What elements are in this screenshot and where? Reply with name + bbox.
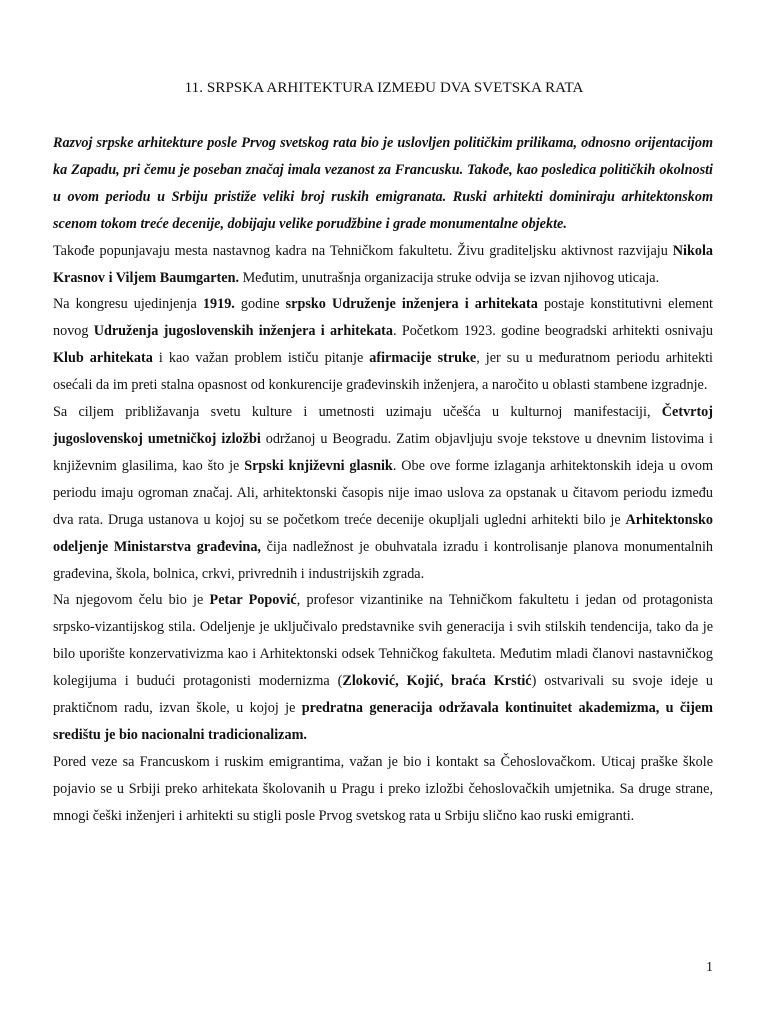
bold-run: 1919. [202, 296, 235, 313]
page-number: 1 [706, 960, 713, 975]
bold-run: Petar Popović [209, 592, 297, 609]
bold-run: Arhitektonsko odeljenje Ministarstva građevina, [53, 511, 713, 555]
bold-run: Zloković, Kojić, braća Krstić [342, 673, 532, 690]
paragraph [53, 587, 713, 748]
text-run: Na kongresu ujedinjenja [53, 296, 203, 313]
bold-run: Nikola Krasnov i Viljem Baumgarten. [53, 242, 713, 286]
bold-run: Četvrtoj jugoslovenskoj umetničkoj izložbi [53, 404, 713, 447]
text-run: ) ostvarivali su svoje ideje u praktičnom radu, izvan škole, u kojoj je [53, 673, 713, 717]
document-body [53, 130, 713, 830]
bold-run: srpsko Udruženje inženjera i arhitekata [285, 296, 538, 313]
text-run: postaje konstitutivni element novog [53, 296, 713, 340]
bold-run: predratna generacija održavala kontinuitet akademizma, u čijem središtu je bio nacionalni tradicionalizam. [53, 700, 713, 743]
text-run: godine [234, 296, 286, 313]
bold-run: Klub arhitekata [53, 350, 153, 367]
bold-run: afirmacije struke [369, 350, 477, 367]
text-run: , profesor vizantinike na Tehničkom fakultetu i jedan od protagonista srpsko-vizantijskog stila. Odeljenje je uključivalo predstavnike svih generacija i svih stilskih tendencija, tako da je bilo uporište konzervativizma kao i Arhitektonski odsek Tehničkog fakulteta. Međutim mladi članovi nastavničkog kolegijuma i budući protagonisti modernizma ( [53, 592, 713, 690]
text-run: Takođe popunjavaju mesta nastavnog kadra na Tehničkom fakultetu. Živu graditeljsku aktivnost razvijaju [53, 242, 673, 259]
text-run: . Početkom 1923. godine beogradski arhitekti osnivaju [393, 323, 714, 340]
paragraph [53, 399, 713, 587]
paragraph: Pored veze sa Francuskom i ruskim emigrantima, važan je bio i kontakt sa Čehoslovačkom. Uticaj praške škole pojavio se u Srbiji preko arhitekata školovanih u Pragu i preko izložbi čehoslovačkih umjetnika. Sa druge strane, mnogi češki inženjeri i arhitekti su stigli posle Prvog svetskog rata u Srbiju slično kao ruski emigranti. [53, 753, 713, 824]
intro-paragraph: Razvoj srpske arhitekture posle Prvog svetskog rata bio je uslovljen političkim prilikama, odnosno orijentacijom ka Zapadu, pri čemu je poseban značaj imala vezanost za Francusku. Takođe, kao posledica političkih okolnosti u ovom periodu u Srbiju pristiže veliki broj ruskih emigranata. Ruski arhitekti dominiraju arhitektonskom scenom tokom treće decenije, dobijaju velike porudžbine i grade monumentalne objekte. [53, 135, 713, 232]
text-run: održanoj u Beogradu. Zatim objavljuju svoje tekstove u dnevnim listovima i književnim glasilima, kao što je [53, 430, 713, 474]
paragraph [53, 238, 713, 292]
text-run: . Obe ove forme izlaganja arhitektonskih ideja u ovom periodu imaju ogroman značaj. Ali, arhitektonski časopis nije imao uslova za opstanak u čitavom periodu između dva rata. Druga ustanova u kojoj su se početkom treće decenije okupljali ugledni arhitekti bilo je [53, 457, 713, 528]
bold-run: Srpski književni glasnik [244, 457, 393, 474]
text-run: Međutim, unutrašnja organizacija struke odvija se izvan njihovog uticaja. [239, 269, 660, 286]
text-run: i kao važan problem ističu pitanje [152, 350, 370, 367]
text-run: Sa ciljem približavanja svetu kulture i umetnosti uzimaju učešća u kulturnoj manifestaciji, [53, 404, 662, 421]
text-run: Na njegovom čelu bio je [53, 592, 210, 609]
text-run: čija nadležnost je obuhvatala izradu i kontrolisanje planova monumentalnih građevina, škola, bolnica, crkvi, privrednih i industrijskih zgrada. [53, 538, 713, 582]
paragraph [53, 291, 713, 399]
bold-run: Udruženja jugoslovenskih inženjera i arhitekata [93, 323, 394, 340]
text-run: , jer su u međuratnom periodu arhitekti osećali da im preti stalna opasnost od konkurencije građevinskih inženjera, a naročito u oblasti stambene izgradnje. [53, 350, 713, 394]
page-title: 11. SRPSKA ARHITEKTURA IZMEĐU DVA SVETSKA RATA [184, 80, 584, 96]
